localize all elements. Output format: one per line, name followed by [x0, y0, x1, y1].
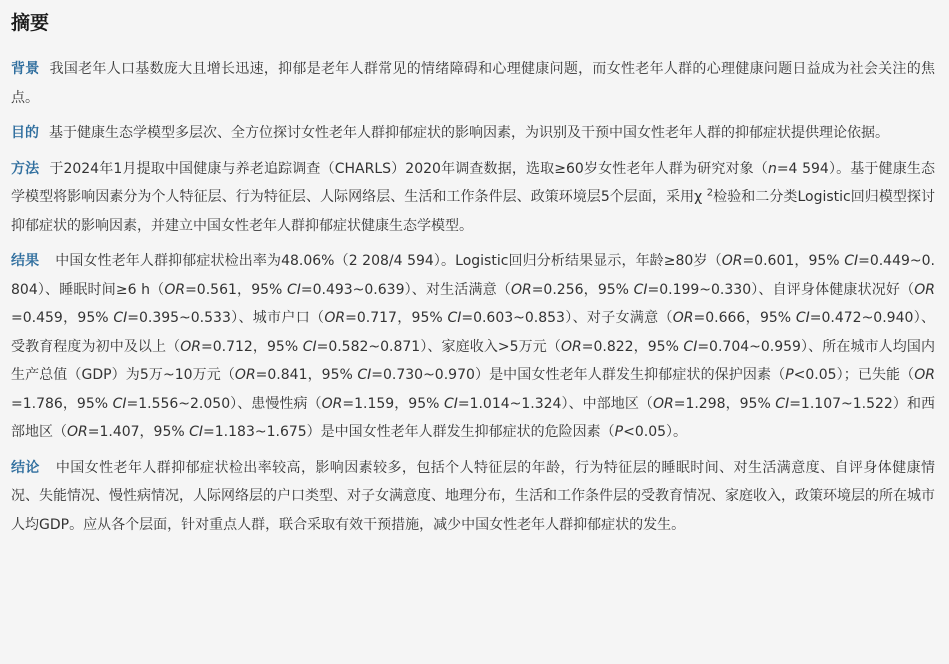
- results-text-segment: =1.107~1.522）和西部地区（: [11, 395, 936, 440]
- results-text-segment: =0.199~0.330）、自评身体健康状况好（: [647, 281, 915, 298]
- stat-symbol-or: OR: [914, 281, 935, 298]
- methods-text-2: =4 594）。基于健康生态学模型将影响因素分为个人特征层、行为特征层、人际网络层、生活和工作条件层、政策环境层5个层面，采用χ: [11, 160, 935, 205]
- abstract-title: 摘要: [11, 12, 50, 34]
- results-text-segment: =0.704~0.959）、所在城市人均国内生产总值（GDP）为5万~10万元（: [11, 338, 935, 383]
- stat-symbol-ci: CI: [447, 310, 462, 326]
- stat-symbol-ci: CI: [357, 367, 372, 383]
- results-text-segment: =1.786，95%: [11, 395, 113, 412]
- results-text-segment: <0.05）；已失能（: [793, 367, 915, 383]
- results-text-segment: =0.603~0.853）、对子女满意（: [461, 310, 673, 326]
- stat-symbol-or: OR: [672, 310, 694, 326]
- stat-symbol-or: OR: [560, 338, 582, 355]
- stat-symbol-ci: CI: [112, 395, 127, 412]
- stat-symbol-p: P: [614, 424, 624, 440]
- background-paragraph: [11, 55, 935, 112]
- stat-symbol-ci: CI: [443, 395, 458, 412]
- stat-symbol-or: OR: [67, 424, 88, 440]
- sample-size-symbol: n: [767, 160, 777, 177]
- results-text-segment: =0.449~0.804）、睡眠时间≥6 h（: [11, 253, 935, 298]
- chi-square-superscript: 2: [706, 187, 714, 199]
- stat-symbol-or: OR: [180, 338, 201, 355]
- results-text-segment: =1.407，95%: [87, 424, 190, 440]
- results-text-segment: =0.730~0.970）是中国女性老年人群发生抑郁症状的保护因素（: [371, 367, 786, 383]
- results-label: 结果: [11, 253, 40, 269]
- results-text-segment: =0.472~0.940）、受教育程度为初中及以上（: [11, 310, 936, 355]
- conclusion-label: 结论: [11, 459, 40, 476]
- results-text-segment: =0.712，95%: [201, 338, 303, 355]
- results-text-segment: =0.493~0.639）、对生活满意（: [300, 281, 511, 298]
- results-text-segment: =1.183~1.675）是中国女性老年人群发生抑郁症状的危险因素（: [203, 424, 615, 440]
- stat-symbol-or: OR: [914, 367, 935, 383]
- stat-symbol-ci: CI: [302, 338, 317, 355]
- stat-symbol-or: OR: [324, 310, 346, 326]
- results-text-segment: =0.256，95%: [531, 281, 634, 298]
- results-text-segment: =0.666，95%: [693, 310, 796, 326]
- methods-text-3: 检验和二分类Logistic回归模型探讨抑郁症状的影响因素，并建立中国女性老年人群抑郁症状健康生态学模型。: [11, 189, 935, 234]
- results-text-segment: =0.601，95%: [742, 253, 845, 269]
- results-text: [11, 253, 935, 440]
- results-text-segment: =1.298，95%: [673, 395, 776, 412]
- objective-text: 基于健康生态学模型多层次、全方位探讨女性老年人群抑郁症状的影响因素，为识别及干预中国女性老年人群的抑郁症状提供理论依据。: [49, 125, 889, 141]
- results-text-segment: =0.395~0.533）、城市户口（: [127, 310, 325, 326]
- stat-symbol-p: P: [785, 367, 794, 383]
- stat-symbol-or: OR: [721, 253, 743, 269]
- results-text-segment: =0.717，95%: [345, 310, 448, 326]
- objective-paragraph: [11, 119, 935, 148]
- conclusion-text: 中国女性老年人群抑郁症状检出率较高，影响因素较多，包括个人特征层的年龄，行为特征层的睡眠时间、对生活满意度、自评身体健康情况、失能情况、慢性病情况，人际网络层的户口类型、对子女满意度、地理分布，生活和工作条件层的受教育情况、家庭收入，政策环境层的所在城市人均GDP。应从各个层面，针对重点人群，联合采取有效干预措施，减少中国女性老年人群抑郁症状的发生。: [11, 459, 936, 533]
- stat-symbol-ci: CI: [633, 281, 648, 298]
- methods-label: 方法: [11, 160, 40, 177]
- results-text-segment: 中国女性老年人群抑郁症状检出率为48.06%（2 208/4 594）。Logistic回归分析结果显示，年龄≥80岁（: [55, 253, 722, 269]
- stat-symbol-ci: CI: [775, 395, 790, 412]
- stat-symbol-or: OR: [510, 281, 532, 298]
- stat-symbol-ci: CI: [683, 338, 698, 355]
- results-text-segment: =1.556~2.050）、患慢性病（: [126, 395, 322, 412]
- results-text-segment: =1.014~1.324）、中部地区（: [457, 395, 653, 412]
- results-text-segment: =0.841，95%: [255, 367, 358, 383]
- stat-symbol-ci: CI: [286, 281, 301, 298]
- stat-symbol-or: OR: [164, 281, 186, 298]
- methods-paragraph: [11, 155, 935, 241]
- stat-symbol-or: OR: [652, 395, 674, 412]
- background-text: 我国老年人口基数庞大且增长迅速，抑郁是老年人群常见的情绪障碍和心理健康问题，而女性老年人群的心理健康问题日益成为社会关注的焦点。: [11, 61, 936, 106]
- conclusion-paragraph: [11, 454, 935, 540]
- results-text-segment: =0.459，95%: [11, 310, 114, 326]
- results-text-segment: =0.822，95%: [581, 338, 684, 355]
- results-text-segment: =0.582~0.871）、家庭收入>5万元（: [316, 338, 561, 355]
- stat-symbol-or: OR: [321, 395, 343, 412]
- stat-symbol-ci: CI: [189, 424, 204, 440]
- background-label: 背景: [11, 61, 40, 77]
- stat-symbol-ci: CI: [795, 310, 810, 326]
- results-paragraph: [11, 247, 935, 447]
- results-text-segment: <0.05）。: [623, 424, 688, 440]
- stat-symbol-ci: CI: [844, 253, 859, 269]
- results-text-segment: =1.159，95%: [342, 395, 444, 412]
- stat-symbol-ci: CI: [113, 310, 128, 326]
- objective-label: 目的: [11, 125, 39, 141]
- stat-symbol-or: OR: [234, 367, 256, 383]
- methods-text-1: 于2024年1月提取中国健康与养老追踪调查（CHARLS）2020年调查数据，选取≥60岁女性老年人群为研究对象（: [49, 160, 768, 177]
- results-text-segment: =0.561，95%: [185, 281, 287, 298]
